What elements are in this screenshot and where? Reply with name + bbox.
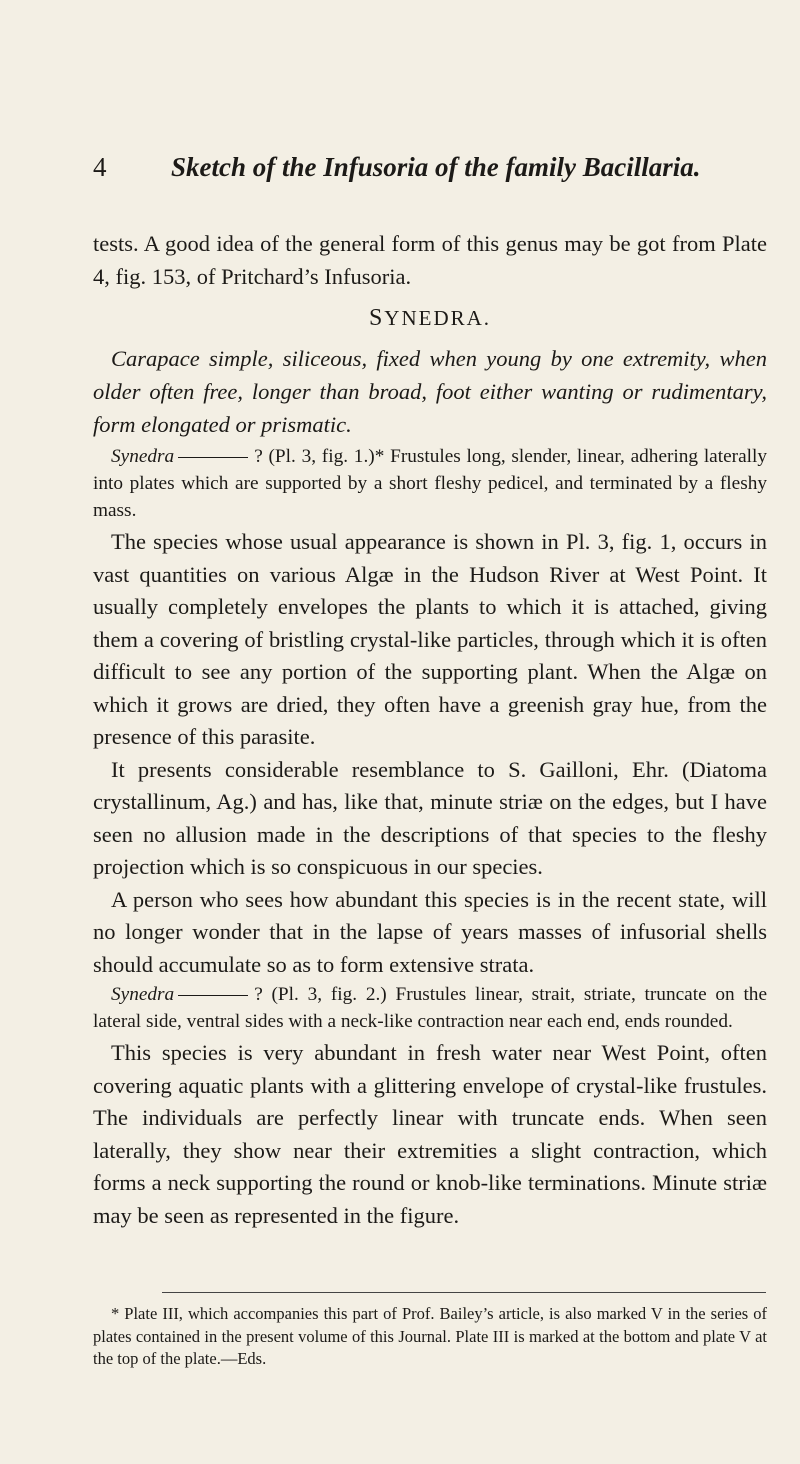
genus-heading	[93, 305, 767, 332]
genus-heading-initial: S	[368, 305, 385, 331]
species-1-dash	[178, 457, 248, 458]
species-1-text: ? (Pl. 3, fig. 1.)* Frustules long, slender, linear, adhering laterally into plates which are supported by a short fleshy pedicel, and terminated by a fleshy mass.	[93, 446, 767, 521]
genus-diagnosis: Carapace simple, siliceous, fixed when young by one extremity, when older often free, longer than broad, foot either wanting or rudimentary, form elongated or prismatic.	[93, 346, 767, 437]
paragraph-3: A person who sees how abundant this species is in the recent state, will no longer wonder that in the lapse of years masses of infusorial shells should accumulate so as to form extensive strata.	[93, 886, 767, 977]
paragraph-1: The species whose usual appearance is shown in Pl. 3, fig. 1, occurs in vast quantities on various Algæ in the Hudson River at West Point. It usually completely envelopes the plants to which it is attached, giving them a covering of bristling crystal-like particles, through which it is often difficult to see any portion of the supporting plant. When the Algæ on which it grows are dried, they often have a greenish gray hue, from the presence of this parasite.	[93, 529, 767, 749]
running-head	[93, 152, 767, 192]
species-2-text: ? (Pl. 3, fig. 2.) Frustules linear, strait, striate, truncate on the lateral side, ventral sides with a neck-like contraction near each end, ends rounded.	[93, 984, 767, 1032]
page-number: 4	[93, 152, 107, 182]
footnote: * Plate III, which accompanies this part of Prof. Bailey’s article, is also marked V in the series of plates contained in the present volume of this Journal. Plate III is marked at the bottom and plate V at the top of the plate.—Eds.	[93, 1304, 767, 1368]
intro-paragraph: tests. A good idea of the general form of this genus may be got from Plate 4, fig. 153, of Pritchard’s Infusoria.	[93, 231, 767, 289]
species-2-name: Synedra	[111, 984, 175, 1005]
genus-heading-rest: YNEDRA.	[384, 306, 492, 330]
running-title: Sketch of the Infusoria of the family Bacillaria.	[171, 152, 701, 182]
paragraph-2: It presents considerable resemblance to S. Gailloni, Ehr. (Diatoma crystallinum, Ag.) and has, like that, minute striæ on the edges, but I have seen no allusion made in the descriptions of that species to the fleshy projection which is so conspicuous in our species.	[93, 756, 767, 879]
species-2-dash	[178, 995, 248, 996]
paragraph-4: This species is very abundant in fresh water near West Point, often covering aquatic plants with a glittering envelope of crystal-like frustules. The individuals are perfectly linear with truncate ends. When seen laterally, they show near their extremities a slight contraction, which forms a neck supporting the round or knob-like terminations. Minute striæ may be seen as represented in the figure.	[93, 1040, 767, 1228]
species-2-description	[93, 981, 767, 1035]
footnote-rule	[162, 1292, 766, 1293]
species-1-description	[93, 443, 767, 524]
body-text	[93, 228, 767, 1232]
species-1-name: Synedra	[111, 446, 175, 467]
